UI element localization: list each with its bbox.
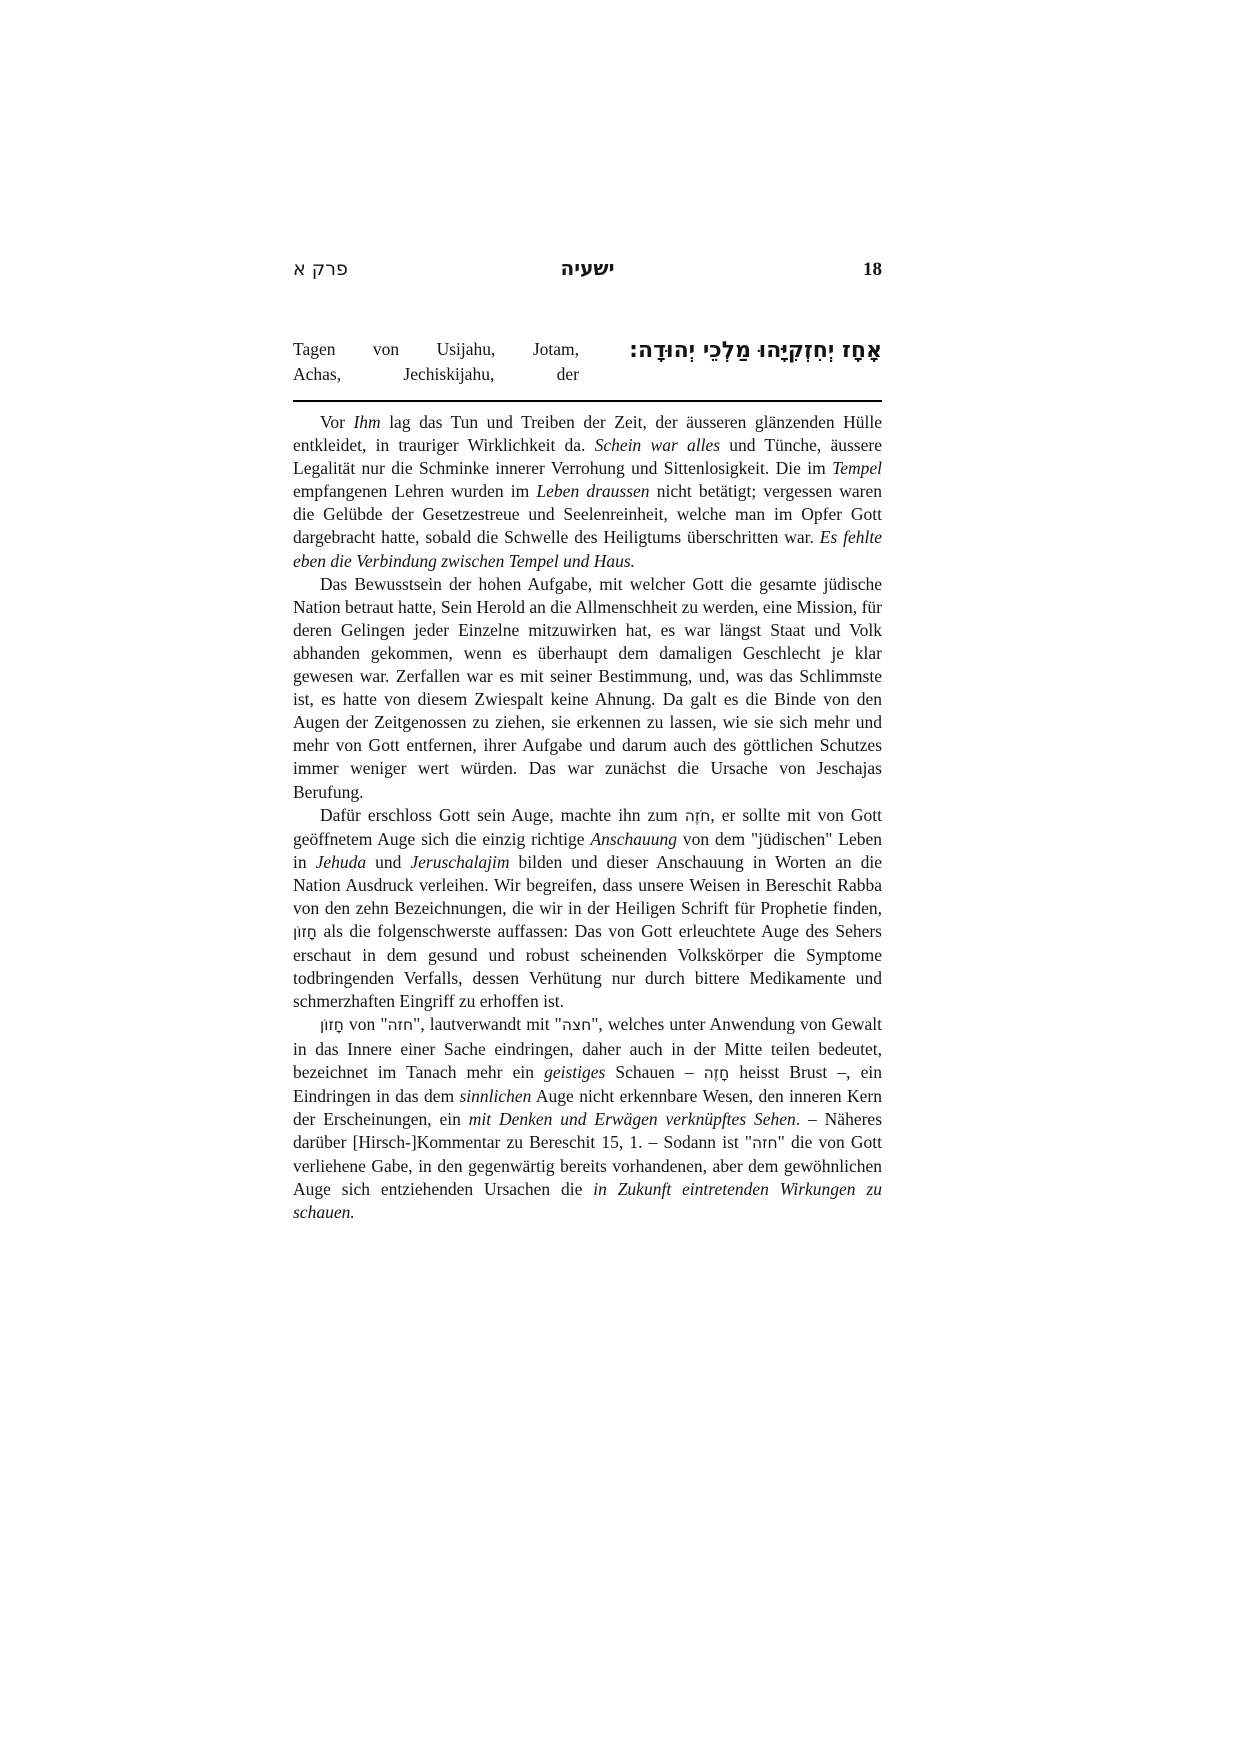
hebrew-verse: אָחָז יְחִזְקִיָּהוּ מַלְכֵי יְהוּדָה: (629, 338, 882, 363)
page-header (293, 256, 882, 281)
emphasized-text: Tempel (832, 458, 882, 479)
translation-german-line-1: Tagen von Usijahu, Jotam, (293, 339, 579, 359)
body-text: Vor (320, 412, 354, 432)
chapter-label: פרק א (293, 258, 348, 280)
emphasized-text: Leben draussen (536, 481, 650, 502)
body-text: als die folgenschwerste auffassen: Das von Gott erleuchtete Auge des Sehers erschaut in dem gesund und robust scheinenden Volkskörper die Symptome todbringenden Verfalls, dessen Verhütung nur durch bittere Medikamente und schmerzhaften Eingriff zu erhoffen ist. (293, 921, 882, 1012)
emphasized-text: sinnlichen (459, 1085, 532, 1106)
body-text: Schauen – (605, 1061, 704, 1082)
body-text: ", welches unter Anwendung von Gewalt in das Innere einer Sache eindringen, daher auch in der Mitte teilen bedeutet, bezeichnet im Tanach mehr ein (293, 1014, 882, 1082)
translation-german-line-2: Achas, Jechiskijahu, der (293, 364, 579, 384)
translation-german (293, 337, 579, 387)
commentary-paragraph (293, 411, 882, 573)
hebrew-term: חֹזֶה (684, 806, 711, 825)
body-text: empfangenen Lehren wurden im (293, 481, 537, 502)
hebrew-term: חָזֶה (703, 1063, 730, 1082)
commentary-paragraph (293, 1013, 882, 1224)
hebrew-term: חָזוֹן (293, 923, 317, 942)
body-text: " die von Gott verliehene Gabe, in den gegenwärtig bereits vorhandenen, aber dem gewöhnlichen Auge sich entziehenden Ursachen die (293, 1131, 883, 1200)
emphasized-text: Anschauung (590, 828, 677, 849)
body-text: und (366, 851, 411, 872)
emphasized-text: Jeruschalajim (410, 851, 510, 872)
section-divider (293, 400, 882, 402)
page-number: 18 (863, 259, 882, 280)
emphasized-text: Es fehlte eben die Verbindung zwischen Tempel und Haus. (293, 527, 882, 571)
emphasized-text: in Zukunft eintretenden Wirkungen zu schauen. (293, 1179, 882, 1223)
page-content (293, 256, 882, 1224)
emphasized-text: Ihm (353, 412, 381, 432)
body-text: Auge nicht erkennbare Wesen, den inneren Kern der Erscheinungen, ein (293, 1085, 883, 1129)
translation-section (293, 337, 882, 387)
hebrew-term: חזה (752, 1133, 778, 1152)
emphasized-text: mit Denken und Erwägen verknüpftes Sehen (468, 1108, 796, 1129)
emphasized-text: geistiges (544, 1061, 606, 1082)
body-text: von dem "jüdischen" Leben in (293, 828, 882, 872)
hebrew-term: חָזוֹן (320, 1016, 344, 1035)
body-text: lag das Tun und Treiben der Zeit, der äusseren glänzenden Hülle entkleidet, in trauriger Wirklichkeit da. (293, 412, 882, 456)
body-text: nicht betätigt; vergessen waren die Gelübde der Gesetzestreue und Seelenreinheit, welche man im Opfer Gott dargebracht hatte, sobald die Schwelle des Heiligtums überschritten war. (293, 481, 882, 548)
hebrew-term: חצה (561, 1016, 592, 1035)
body-text: , er sollte mit von Gott geöffnetem Auge sich die einzig richtige (293, 804, 882, 849)
commentary (293, 411, 882, 1224)
hebrew-term: חזה (387, 1016, 414, 1035)
book-title: ישעיה (560, 256, 615, 280)
commentary-paragraph (293, 573, 882, 804)
emphasized-text: Jehuda (315, 851, 367, 872)
body-text: Dafür erschloss Gott sein Auge, machte ihn zum (320, 804, 685, 825)
body-text: ", lautverwandt mit " (413, 1014, 562, 1035)
emphasized-text: Schein war alles (594, 435, 721, 456)
body-text: und Tünche, äussere Legalität nur die Schminke innerer Verrohung und Sittenlosigkeit. Die im (293, 435, 882, 479)
body-text: von " (343, 1014, 388, 1035)
body-text: bilden und dieser Anschauung in Worten an die Nation Ausdruck verleihen. Wir begreifen, dass unsere Weisen in Bereschit Rabba von den zehn Bezeichnungen, die wir in der Heiligen Schrift für Prophetie finden, (293, 851, 883, 918)
commentary-paragraph (293, 804, 882, 1014)
body-text: heisst Brust –, ein Eindringen in das dem (293, 1061, 882, 1106)
body-text: Das Bewusstsein der hohen Aufgabe, mit welcher Gott die gesamte jüdische Nation betraut hatte, Sein Herold an die Allmenschheit zu werden, eine Mission, für deren Gelingen jeder Einzelne mitzuwirken hat, es war längst Staat und Volk abhanden gekommen, wenn es überhaupt dem damaligen Geschlecht je klar gewesen war. Zerfallen war es mit seiner Bestimmung, und, was das Schlimmste ist, es hatte von diesem Zwiespalt keine Ahnung. Da galt es die Binde von den Augen der Zeitgenossen zu ziehen, sie erkennen zu lassen, wie sie sich mehr und mehr von Gott entfernen, ihrer Aufgabe und darum auch des göttlichen Schutzes immer weniger wert würden. Das war zunächst die Ursache von Jeschajas Berufung. (293, 573, 882, 802)
body-text: . – Näheres darüber [Hirsch-]Kommentar zu Bereschit 15, 1. – Sodann ist " (293, 1108, 882, 1152)
